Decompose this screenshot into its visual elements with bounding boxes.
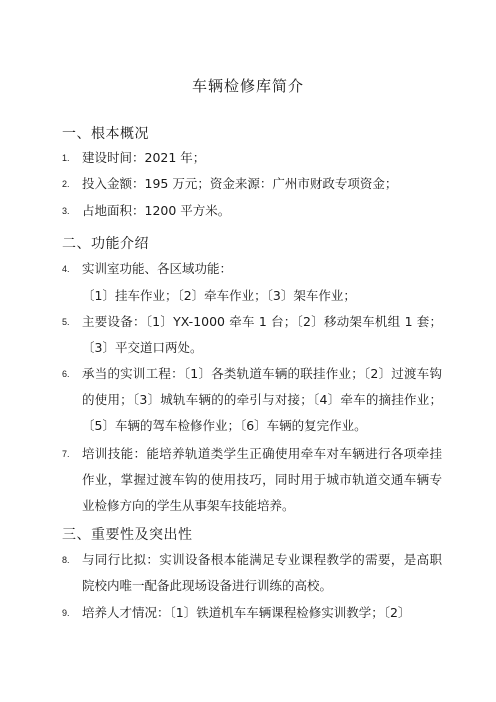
list-number: 3.	[62, 206, 70, 216]
list-item	[62, 256, 442, 282]
list-number: 2.	[62, 179, 70, 189]
list-item	[62, 441, 442, 519]
list-item-text: 占地面积：1200 平方米。	[82, 203, 231, 218]
list-item	[62, 145, 442, 171]
list-item	[62, 547, 442, 599]
section-heading-overview: 一、根本概况	[62, 126, 149, 142]
sub-line: 〔1〕挂车作业；〔2〕牵车作业；〔3〕架车作业；	[82, 288, 356, 303]
page-title: 车辆检修库简介	[191, 77, 304, 95]
section-heading-importance: 三、重要性及突出性	[62, 527, 193, 543]
list-number: 7.	[62, 449, 70, 459]
list-item-text: 投入金额：195 万元；资金来源：广州市财政专项资金；	[82, 176, 398, 191]
list-item	[62, 198, 442, 224]
list-item	[62, 600, 442, 626]
list-item-text: 实训室功能、各区域功能：	[82, 261, 233, 276]
list-item	[62, 361, 442, 439]
list-item-text: 与同行比拟：实训设备根本能满足专业课程教学的需要，是高职院校内唯一配备此现场设备进行训练的高校。	[82, 552, 442, 593]
list-number: 5.	[62, 317, 70, 327]
list-number: 9.	[62, 608, 70, 618]
list-item-text: 主要设备：〔1〕YX-1000 牵车 1 台；〔2〕移动架车机组 1 套；〔3〕平交道口两处。	[82, 314, 442, 355]
list-number: 8.	[62, 555, 70, 565]
list-item	[62, 171, 442, 197]
list-number: 1.	[62, 153, 70, 163]
list-number: 6.	[62, 369, 70, 379]
list-item-text: 培训技能：能培养轨道类学生正确使用牵车对车辆进行各项牵挂作业，掌握过渡车钩的使用技巧，同时用于城市轨道交通车辆专业检修方向的学生从事架车技能培养。	[82, 446, 442, 513]
section-heading-functions: 二、功能介绍	[62, 236, 149, 252]
list-item-text: 培养人才情况：〔1〕铁道机车车辆课程检修实训教学；〔2〕	[82, 605, 411, 620]
list-item	[62, 309, 442, 361]
list-item-text: 建设时间：2021 年；	[82, 150, 206, 165]
list-item-text: 承当的实训工程：〔1〕各类轨道车辆的联挂作业；〔2〕过渡车钩的使用；〔3〕城轨车辆的的牵引与对接；〔4〕牵车的摘挂作业；〔5〕车辆的驾车检修作业；〔6〕车辆的复完作业。	[82, 366, 442, 433]
list-number: 4.	[62, 264, 70, 274]
